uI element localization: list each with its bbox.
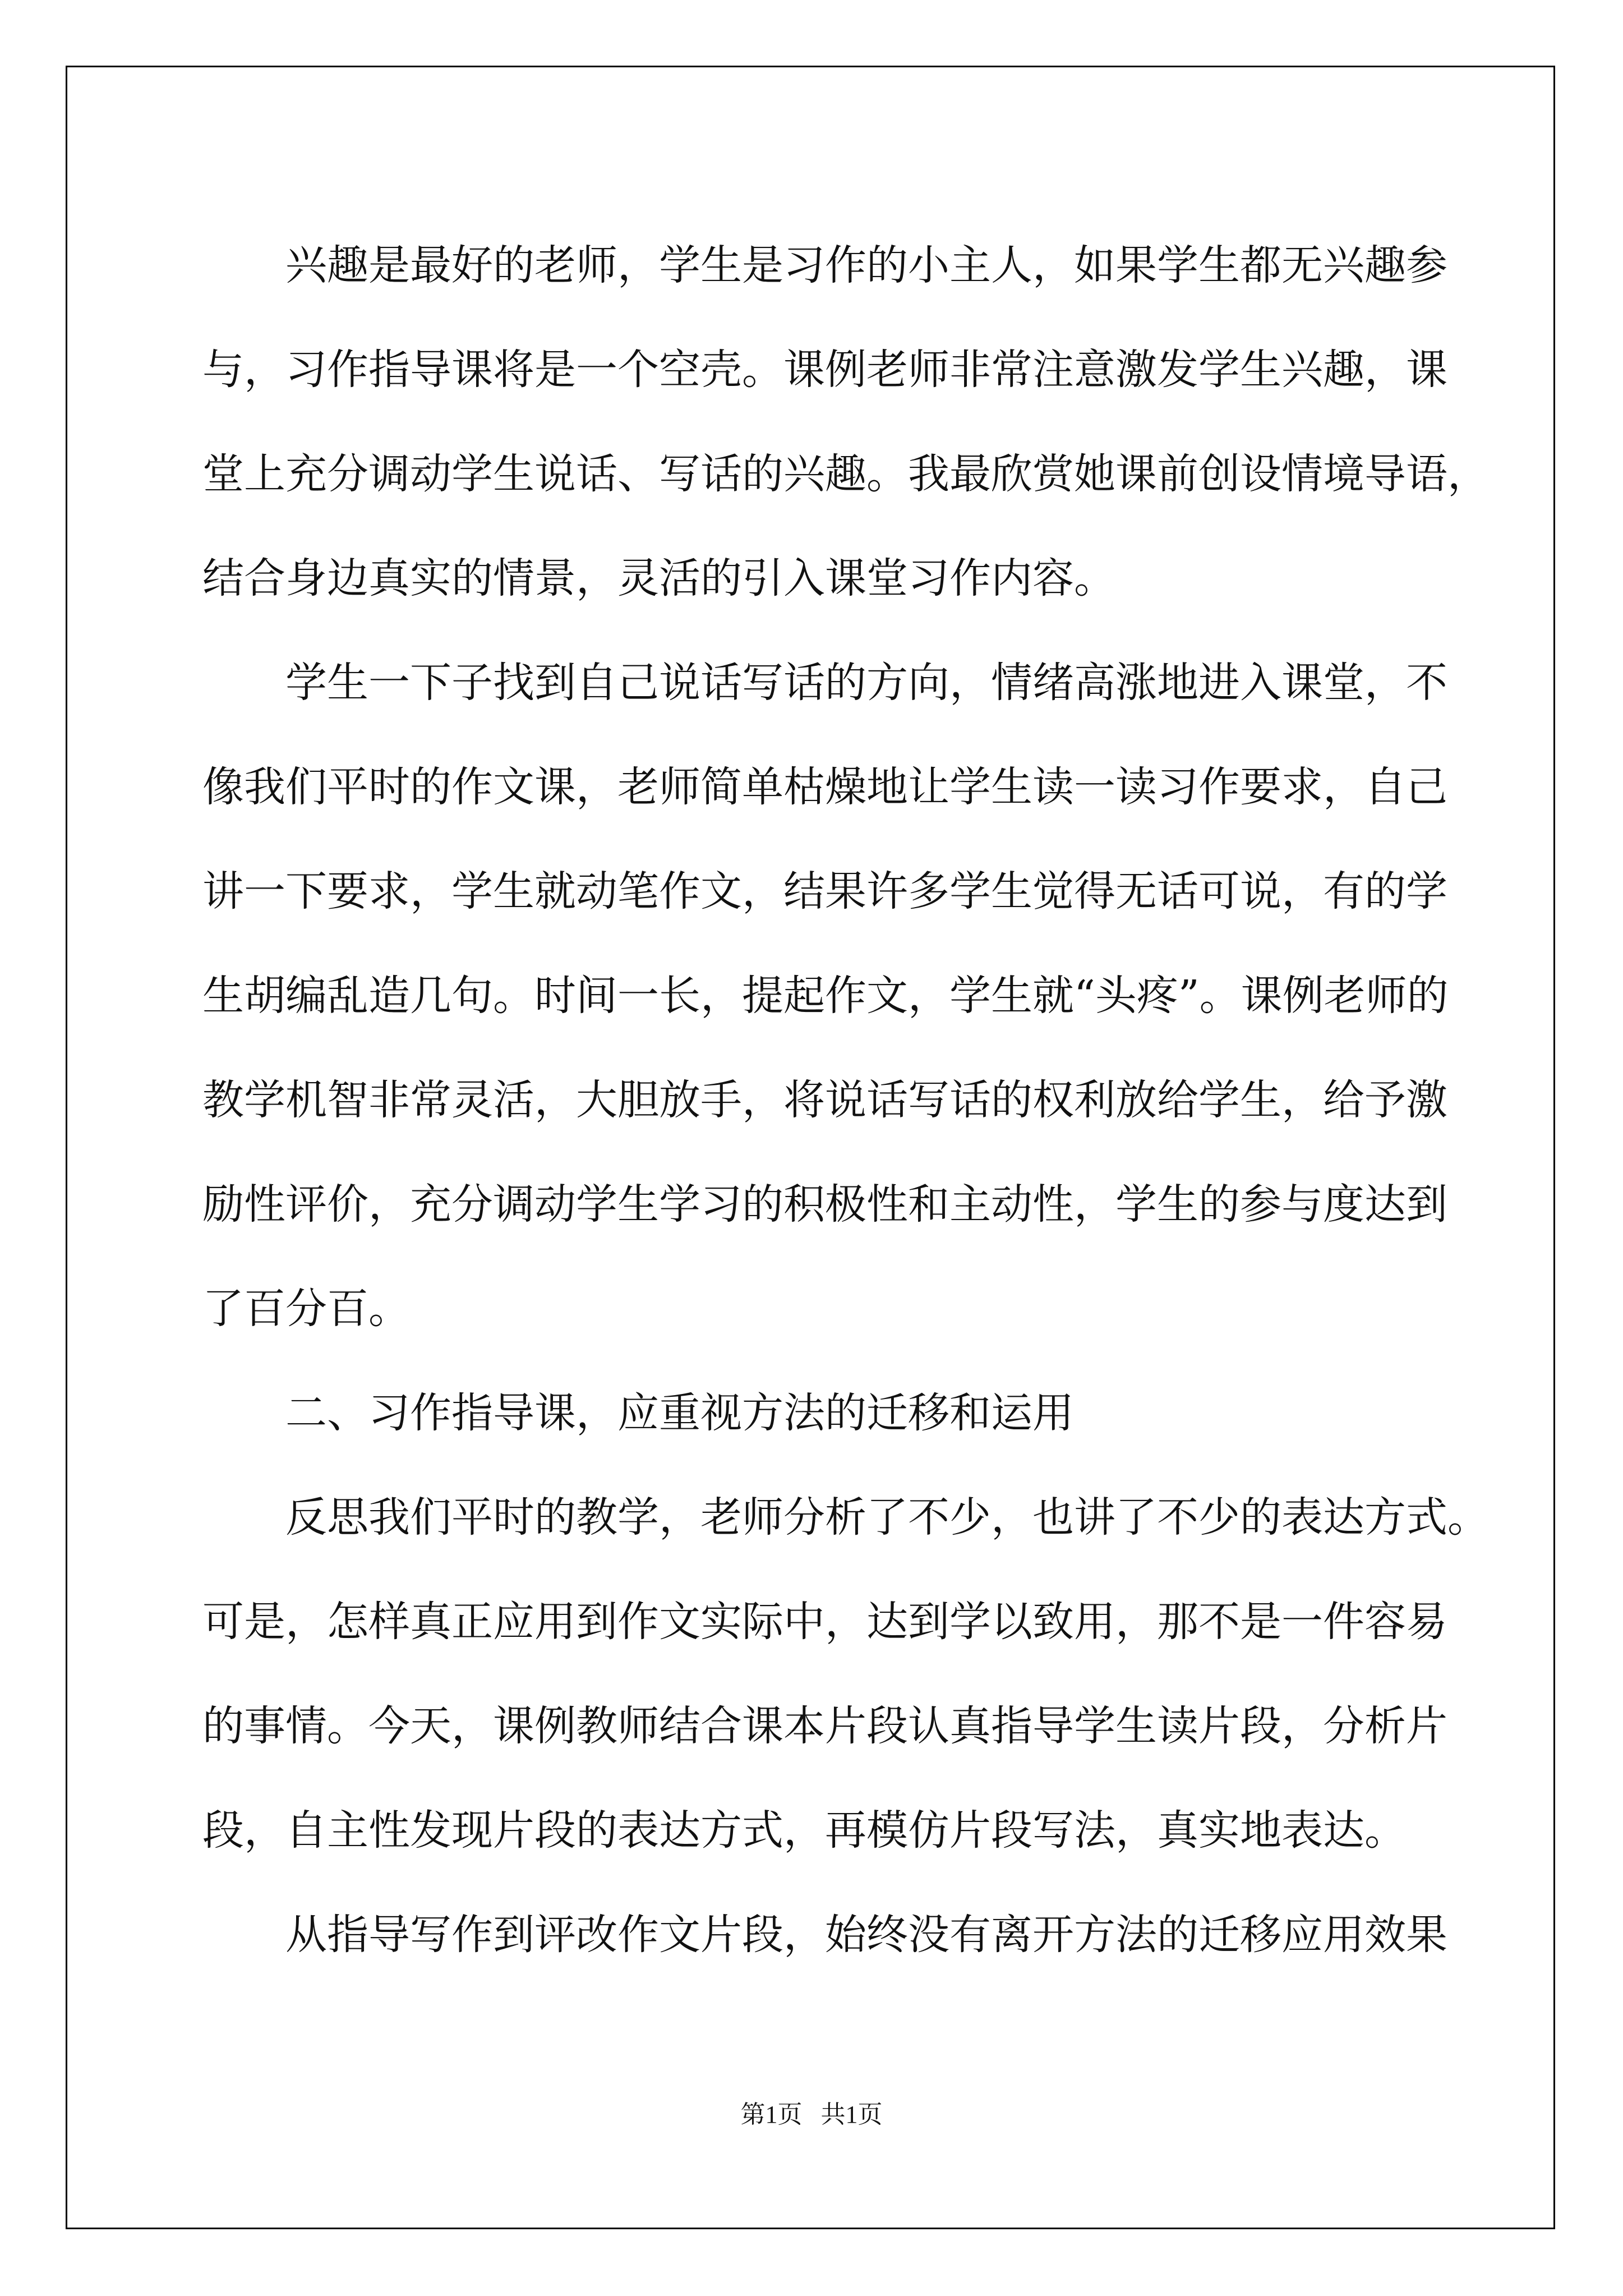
text-line: 励性评价，充分调动学生学习的积极性和主动性，学生的参与度达到 [202, 1180, 1447, 1228]
text-line: 学生一下子找到自己说话写话的方向，情绪高涨地进入课堂，不 [285, 659, 1447, 707]
text-line: 堂上充分调动学生说话、写话的兴趣。我最欣赏她课前创设情境导语， [202, 450, 1489, 498]
text-line: 生胡编乱造几句。时间一长，提起作文，学生就“头疼”。课例老师的 [202, 972, 1449, 1020]
text-line: 段，自主性发现片段的表达方式，再模仿片段写法，真实地表达。 [202, 1806, 1406, 1855]
paragraph-1 [202, 213, 1487, 631]
paragraph-4 [202, 1883, 1487, 1987]
text-line: 与，习作指导课将是一个空壳。课例老师非常注意激发学生兴趣，课 [202, 346, 1447, 394]
section-heading [202, 1361, 1487, 1465]
heading-line: 二、习作指导课，应重视方法的迁移和运用 [285, 1389, 1074, 1437]
text-line: 反思我们平时的教学，老师分析了不少，也讲了不少的表达方式。 [285, 1493, 1489, 1542]
text-line: 像我们平时的作文课，老师简单枯燥地让学生读一读习作要求，自己 [202, 763, 1447, 811]
text-line: 从指导写作到评改作文片段，始终没有离开方法的迁移应用效果 [285, 1911, 1447, 1959]
text-line: 的事情。今天，课例教师结合课本片段认真指导学生读片段，分析片 [202, 1702, 1447, 1750]
text-line: 教学机智非常灵活，大胆放手，将说话写话的权利放给学生，给予激 [202, 1076, 1447, 1124]
text-line: 兴趣是最好的老师，学生是习作的小主人，如果学生都无兴趣参 [285, 241, 1447, 289]
text-line: 可是，怎样真正应用到作文实际中，达到学以致用，那不是一件容易 [202, 1598, 1447, 1646]
paragraph-3 [202, 1465, 1487, 1883]
document-body [202, 213, 1487, 1987]
text-line: 讲一下要求，学生就动笔作文，结果许多学生觉得无话可说，有的学 [202, 867, 1447, 915]
page-number-footer: 第1页 共1页 [740, 2101, 883, 2128]
text-line: 结合身边真实的情景，灵活的引入课堂习作内容。 [202, 554, 1115, 602]
text-line: 了百分百。 [202, 1285, 410, 1333]
paragraph-2 [202, 631, 1487, 1361]
